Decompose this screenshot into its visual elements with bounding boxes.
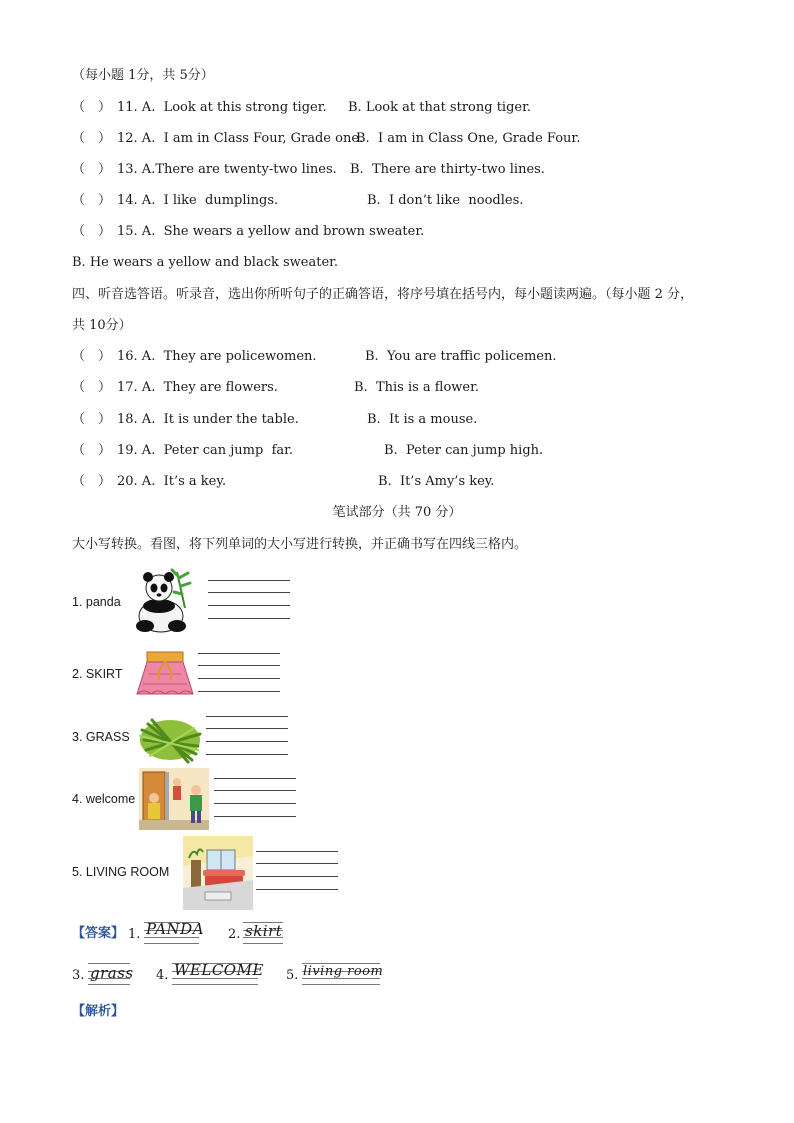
option-a: 20. A. It’s a key.	[117, 474, 227, 489]
writing-lines-5[interactable]	[256, 851, 338, 891]
question-15-option-b: B. He wears a yellow and black sweater.	[72, 255, 339, 270]
option-a: 13. A.There are twenty-two lines.	[117, 162, 337, 177]
answer-4-number: 4.	[156, 968, 169, 983]
option-a: 18. A. It is under the table.	[117, 412, 299, 427]
option-b: B. This is a flower.	[354, 380, 480, 395]
analysis-tag: 【解析】	[72, 1004, 125, 1019]
living-room-picture	[183, 836, 253, 910]
option-b: B. You are traffic policemen.	[365, 349, 557, 364]
skirt-picture	[133, 650, 197, 698]
answer-blank[interactable]: （ ）	[72, 162, 112, 177]
option-a: 12. A. I am in Class Four, Grade one.	[117, 131, 364, 146]
question-18	[72, 412, 772, 428]
panda-picture	[133, 568, 193, 636]
option-b: B. There are thirty-two lines.	[350, 162, 545, 177]
writing-lines-3[interactable]	[206, 716, 288, 756]
option-b: B. Look at that strong tiger.	[348, 100, 532, 115]
section-4-heading: 四、听音选答语。听录音，选出你所听句子的正确答语，将序号填在括号内，每小题读两遍。（每小题 2 分，	[72, 287, 694, 302]
answer-5-number: 5.	[286, 968, 299, 983]
option-a: 11. A. Look at this strong tiger.	[117, 100, 327, 115]
grass-picture	[138, 710, 202, 766]
question-17	[72, 380, 772, 396]
item-label-living-room: 5. LIVING ROOM	[72, 865, 170, 879]
option-b: B. Peter can jump high.	[384, 443, 544, 458]
writing-lines-1[interactable]	[208, 580, 290, 620]
question-14	[72, 193, 772, 209]
question-15	[72, 224, 772, 240]
writing-lines-2[interactable]	[198, 653, 280, 693]
answer-1-text: PANDA	[146, 920, 205, 938]
score-note: （每小题 1分，共 5分）	[72, 68, 214, 83]
question-20	[72, 474, 772, 490]
question-11	[72, 100, 772, 116]
option-a: 15. A. She wears a yellow and brown sweater.	[117, 224, 425, 239]
option-a: 16. A. They are policewomen.	[117, 349, 317, 364]
answer-blank[interactable]: （ ）	[72, 224, 112, 239]
item-label-panda: 1. panda	[72, 595, 121, 609]
question-16	[72, 349, 772, 365]
option-b: B. It’s Amy’s key.	[378, 474, 495, 489]
item-label-welcome: 4. welcome	[72, 792, 136, 806]
answer-blank[interactable]: （ ）	[72, 131, 112, 146]
answer-5-text: living room	[303, 964, 384, 979]
answer-blank[interactable]: （ ）	[72, 349, 112, 364]
welcome-scene-picture	[139, 768, 209, 830]
item-label-grass: 3. GRASS	[72, 730, 130, 744]
option-a: 14. A. I like dumplings.	[117, 193, 279, 208]
answer-tag: 【答案】	[72, 926, 125, 941]
answer-4-text: WELCOME	[174, 961, 264, 979]
answer-blank[interactable]: （ ）	[72, 443, 112, 458]
answer-blank[interactable]: （ ）	[72, 193, 112, 208]
item-label-skirt: 2. SKIRT	[72, 667, 123, 681]
answer-2-text: skirt	[245, 922, 283, 940]
case-conversion-instruction: 大小写转换。看图，将下列单词的大小写进行转换，并正确书写在四线三格内。	[72, 537, 528, 552]
answer-blank[interactable]: （ ）	[72, 474, 112, 489]
question-13	[72, 162, 772, 178]
option-b: B. I don’t like noodles.	[367, 193, 524, 208]
writing-lines-4[interactable]	[214, 778, 296, 818]
option-a: 17. A. They are flowers.	[117, 380, 278, 395]
answer-3-number: 3.	[72, 968, 85, 983]
written-part-title: 笔试部分（共 70 分）	[332, 505, 462, 520]
answer-1-number: 1.	[128, 927, 141, 942]
answer-blank[interactable]: （ ）	[72, 412, 112, 427]
option-b: B. I am in Class One, Grade Four.	[356, 131, 581, 146]
answer-blank[interactable]: （ ）	[72, 100, 112, 115]
question-12	[72, 131, 772, 147]
answer-2-number: 2.	[228, 927, 241, 942]
answer-3-text: grass	[90, 964, 134, 982]
section-4-heading-cont: 共 10分）	[72, 318, 132, 333]
question-19	[72, 443, 772, 459]
option-b: B. It is a mouse.	[367, 412, 478, 427]
answer-blank[interactable]: （ ）	[72, 380, 112, 395]
option-a: 19. A. Peter can jump far.	[117, 443, 294, 458]
